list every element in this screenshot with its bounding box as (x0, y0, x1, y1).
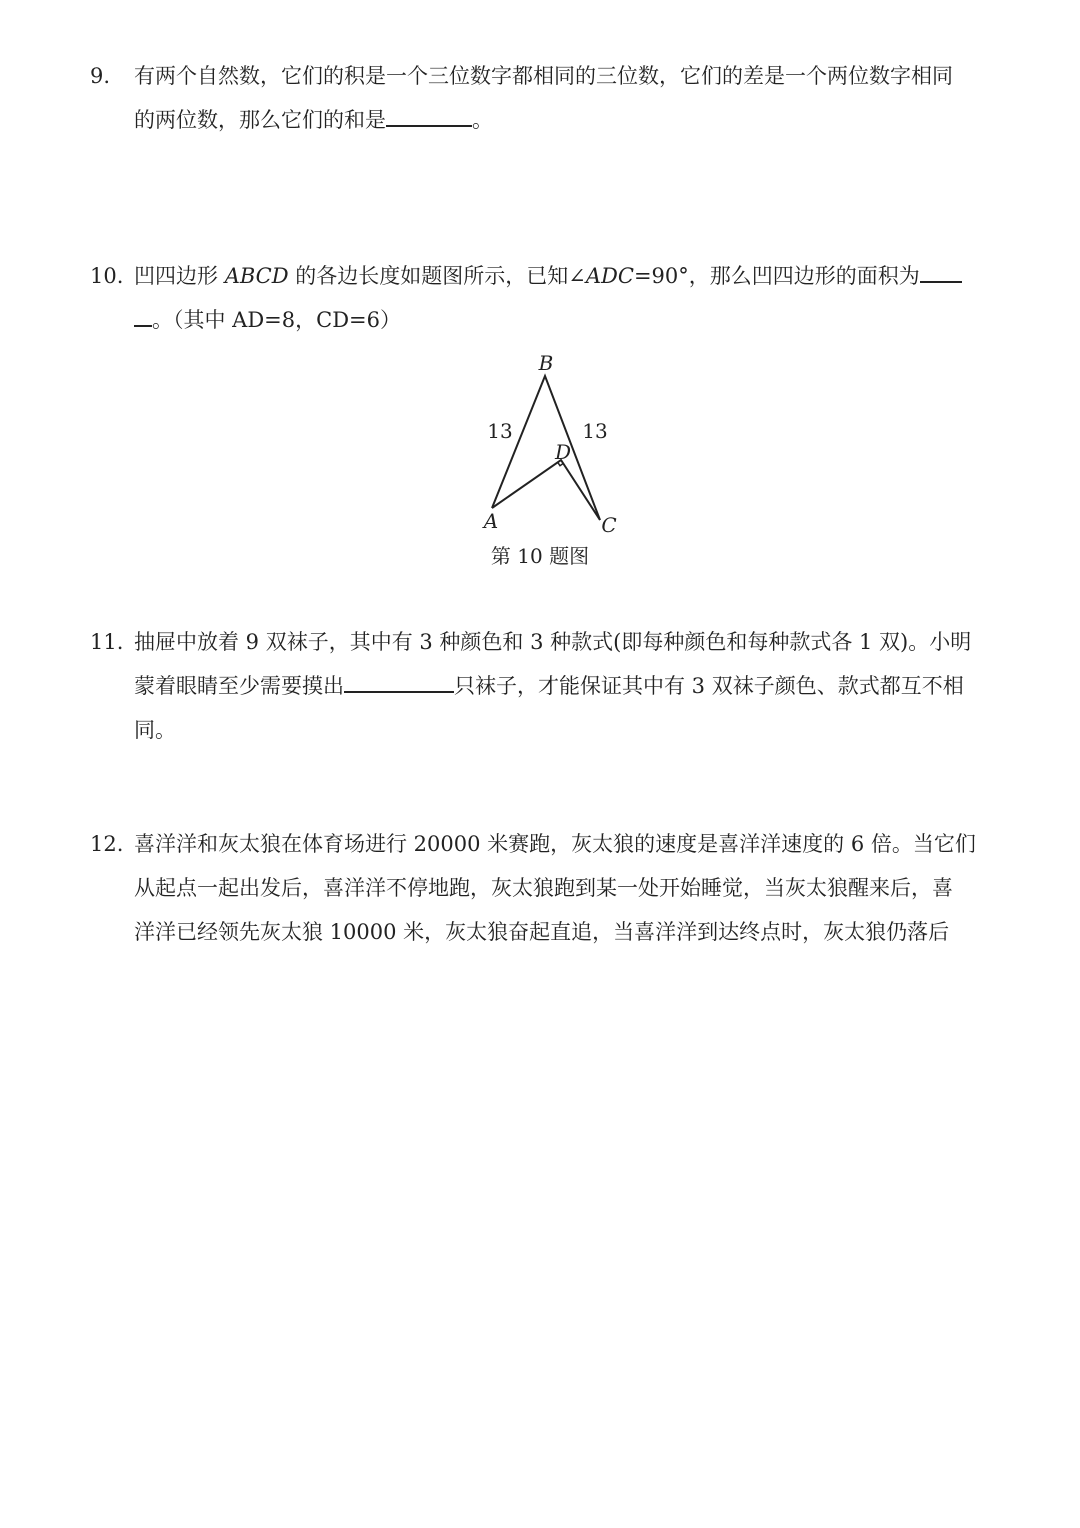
side-length-bc: 13 (582, 419, 608, 443)
problem-text (134, 54, 1004, 142)
text-segment: 的各边长度如题图所示，已知∠ (288, 264, 586, 288)
answer-blank-continued[interactable] (134, 299, 152, 327)
text-segment: 。（其中 AD=8，CD=6） (152, 308, 401, 332)
answer-blank[interactable] (386, 99, 472, 127)
problem-text (134, 822, 1004, 954)
answer-blank[interactable] (920, 255, 962, 283)
text-line (134, 298, 1004, 342)
problem-number: 12. (90, 832, 124, 856)
shape-name: ABCD (224, 264, 289, 288)
text-line: 有两个自然数，它们的积是一个三位数字都相同的三位数，它们的差是一个两位数字相同 (134, 64, 953, 88)
problem-text (134, 620, 1004, 752)
text-segment: 蒙着眼睛至少需要摸出 (134, 674, 344, 698)
text-segment: 凹四边形 (134, 264, 225, 288)
text-line: 洋洋已经领先灰太狼 10000 米，灰太狼奋起直追，当喜洋洋到达终点时，灰太狼仍落后 (134, 920, 950, 944)
text-line (134, 98, 1004, 142)
problem-text (134, 254, 1004, 342)
quadrilateral-figure (470, 348, 630, 570)
text-segment: 的两位数，那么它们的和是 (134, 108, 386, 132)
vertex-label-b: B (538, 351, 554, 375)
text-segment: 。 (472, 108, 493, 132)
problem-number: 11. (90, 630, 124, 654)
text-line: 从起点一起出发后，喜洋洋不停地跑，灰太狼跑到某一处开始睡觉，当灰太狼醒来后，喜 (134, 876, 953, 900)
text-line: 喜洋洋和灰太狼在体育场进行 20000 米赛跑，灰太狼的速度是喜洋洋速度的 6 倍。当它们 (134, 832, 976, 856)
problem-number: 10. (90, 264, 124, 288)
vertex-label-d: D (554, 440, 572, 464)
text-segment: 只袜子，才能保证其中有 3 双袜子颜色、款式都互不相 (454, 674, 964, 698)
outer-sides-ab-bc (492, 376, 600, 520)
problem-number: 9. (90, 64, 111, 88)
answer-blank[interactable] (344, 665, 454, 693)
vertex-label-a: A (483, 509, 499, 533)
text-segment: =90°，那么凹四边形的面积为 (633, 264, 920, 288)
side-length-ab: 13 (487, 419, 513, 443)
text-line: 抽屉中放着 9 双袜子，其中有 3 种颜色和 3 种款式(即每种颜色和每种款式各 1 双)。小明 (134, 630, 972, 654)
text-line: 同。 (134, 718, 176, 742)
text-line (134, 254, 1004, 298)
vertex-label-c: C (601, 513, 617, 537)
figure-caption: 第 10 题图 (490, 544, 590, 568)
text-line (134, 664, 1004, 708)
quadrilateral-diagram (470, 348, 630, 538)
angle-name: ADC (585, 264, 634, 288)
